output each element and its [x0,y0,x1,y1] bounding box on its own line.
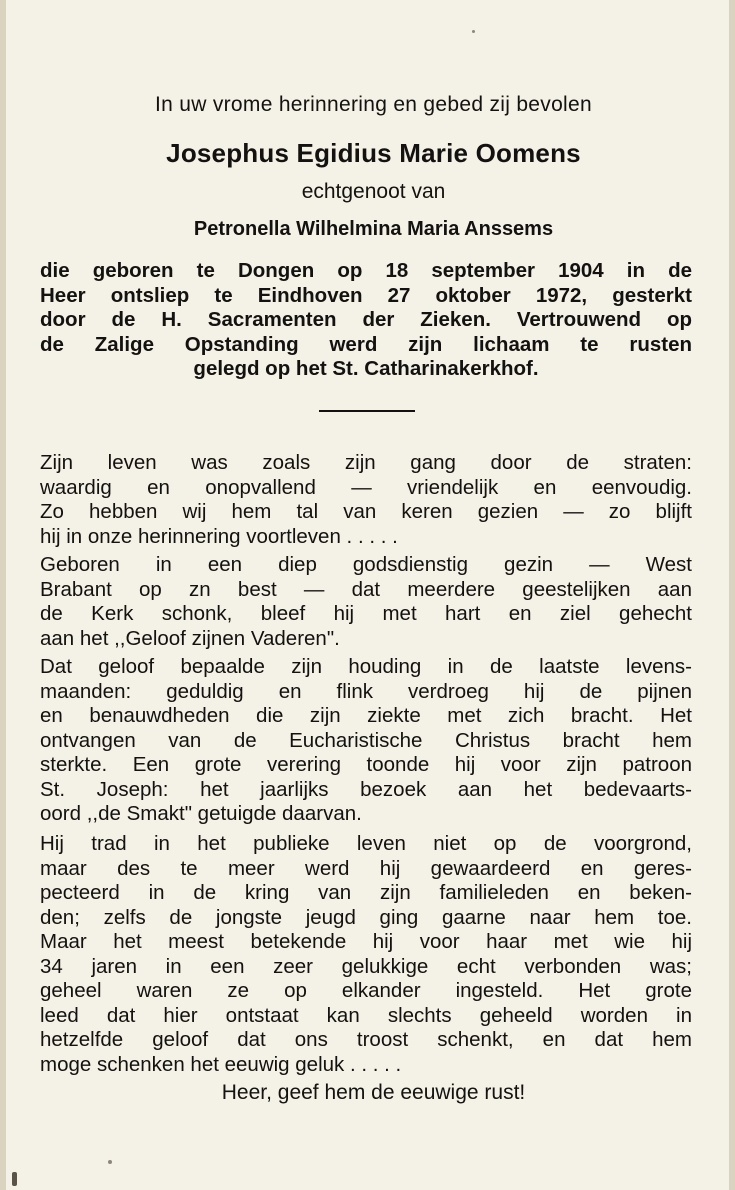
paragraph-line: Zijn leven was zoals zijn gang door de straten: [40,451,692,474]
tribute-paragraph [40,451,692,549]
paragraph-line: Brabant op zn best — dat meerdere geestelijken aan [40,577,692,601]
paper-speck [12,1172,17,1186]
closing-prayer: Heer, geef hem de eeuwige rust! [221,1081,526,1104]
paragraph-line: geheel waren ze op elkander ingesteld. Het grote [40,979,692,1002]
paragraph-line: moge schenken het eeuwig geluk . . . . . [40,1052,402,1076]
biography-line: Heer ontsliep te Eindhoven 27 oktober 1972, gesterkt [40,283,692,307]
paragraph-line: pecteerd in de kring van zijn familieleden en beken- [40,881,692,904]
deceased-name: Josephus Egidius Marie Oomens [166,138,581,168]
paragraph-line: den; zelfs de jongste jeugd ging gaarne naar hem toe. [40,905,692,929]
paragraph-line: hetzelfde geloof dat ons troost schenkt, en dat hem [40,1028,692,1051]
tribute-paragraph [40,553,692,651]
paper-speck [472,30,475,33]
paragraph-line: aan het ,,Geloof zijnen Vaderen". [40,626,340,650]
spouse-name: Petronella Wilhelmina Maria Anssems [193,218,554,240]
divider [319,410,415,412]
paragraph-line: oord ,,de Smakt" getuigde daarvan. [40,802,362,825]
paragraph-line: sterkte. Een grote verering toonde hij voor zijn patroon [40,753,692,776]
biography-line: die geboren te Dongen op 18 september 1904 in de [40,259,692,282]
paragraph-line: Maar het meest betekende hij voor haar met wie hij [40,930,692,953]
paragraph-line: St. Joseph: het jaarlijks bezoek aan het bedevaarts- [40,777,692,801]
paragraph-line: hij in onze herinnering voortleven . . . . . [40,524,398,548]
paper-speck [108,1160,112,1164]
paragraph-line: ontvangen van de Eucharistische Christus bracht hem [40,728,692,752]
biography-paragraph [40,259,692,382]
intro-line: In uw vrome herinnering en gebed zij bevolen [155,93,592,116]
paragraph-line: Dat geloof bepaalde zijn houding in de laatste levens- [40,655,692,678]
paragraph-line: leed dat hier ontstaat kan slechts geheeld worden in [40,1003,692,1027]
paragraph-line: Geboren in een diep godsdienstig gezin — West [40,553,692,576]
biography-line: de Zalige Opstanding werd zijn lichaam te rusten [40,332,692,356]
paragraph-line: de Kerk schonk, bleef hij met hart en ziel gehecht [40,602,692,625]
paragraph-line: maanden: geduldig en flink verdroeg hij de pijnen [40,679,692,703]
paragraph-line: Zo hebben wij hem tal van keren gezien — zo blijft [40,500,692,523]
paragraph-line: waardig en onopvallend — vriendelijk en eenvoudig. [40,475,692,499]
tribute-paragraph [40,832,692,1077]
spouse-label: echtgenoot van [301,180,446,203]
biography-line: gelegd op het St. Catharinakerkhof. [193,357,539,380]
biography-line: door de H. Sacramenten der Zieken. Vertrouwend op [40,308,692,331]
paragraph-line: Hij trad in het publieke leven niet op de voorgrond, [40,832,692,855]
paragraph-line: maar des te meer werd hij gewaardeerd en geres- [40,856,692,880]
paragraph-line: en benauwdheden die zijn ziekte met zich bracht. Het [40,704,692,727]
tribute-paragraph [40,655,692,827]
paragraph-line: 34 jaren in een zeer gelukkige echt verbonden was; [40,954,692,978]
